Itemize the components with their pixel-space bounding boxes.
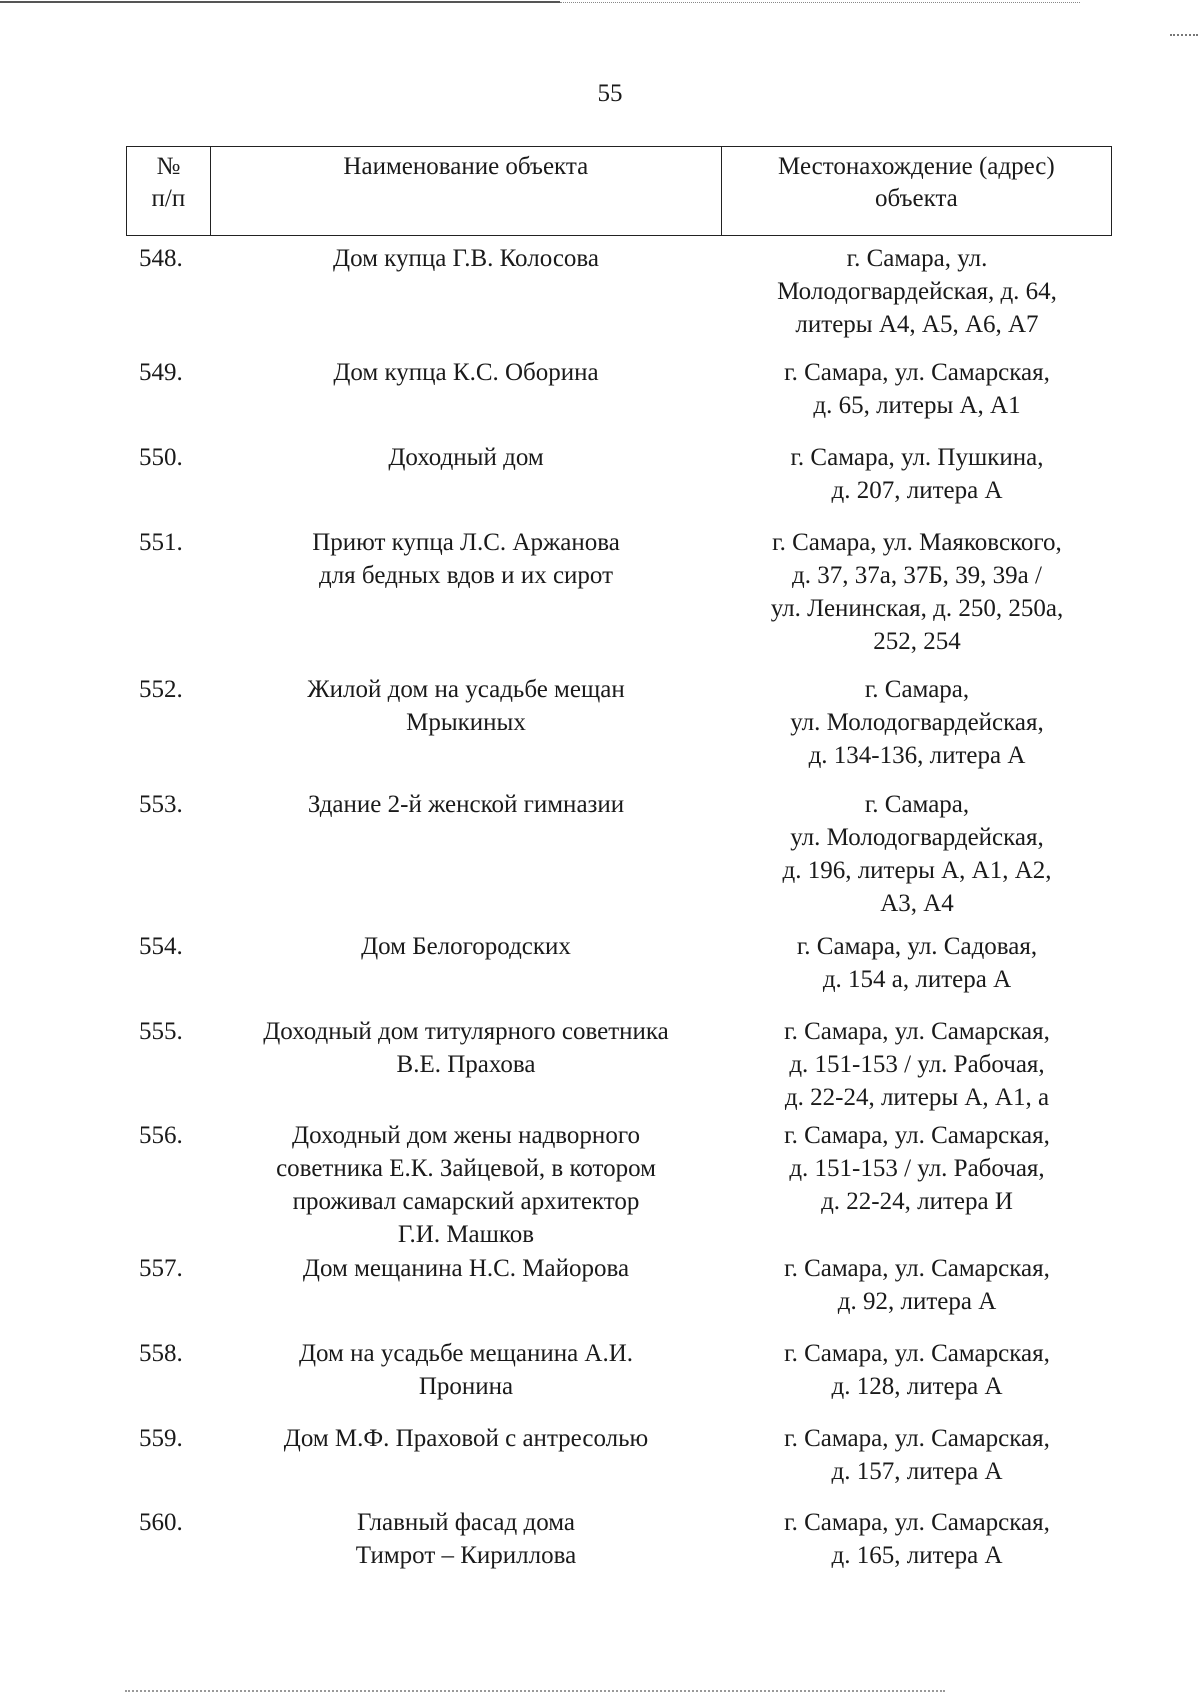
scan-edge-top bbox=[0, 1, 560, 3]
row-address: г. Самара, ул. Самарская, д. 165, литера А bbox=[784, 1509, 1050, 1569]
row-name: Дом купца Г.В. Колосова bbox=[333, 245, 599, 272]
scan-edge-bottom bbox=[125, 1690, 945, 1693]
row-name: Доходный дом bbox=[388, 444, 544, 471]
row-name: Доходный дом жены надворного советника Е.К. Зайцевой, в котором проживал самарский архитектор Г.И. Машков bbox=[276, 1122, 656, 1248]
row-num: 549. bbox=[139, 359, 183, 386]
table-row bbox=[126, 1337, 1112, 1403]
table-row bbox=[126, 930, 1112, 996]
row-num: 548. bbox=[139, 245, 183, 272]
row-num: 559. bbox=[139, 1425, 183, 1452]
table-row bbox=[126, 1119, 1112, 1251]
row-address: г. Самара, ул. Маяковского, д. 37, 37а, 37Б, 39, 39а / ул. Ленинская, д. 250, 250а, 252, 254 bbox=[770, 529, 1064, 655]
row-num: 550. bbox=[139, 444, 183, 471]
header-address: Местонахождение (адрес) объекта bbox=[778, 153, 1055, 212]
page-number: 55 bbox=[597, 80, 623, 107]
row-num: 556. bbox=[139, 1122, 183, 1149]
table-row bbox=[126, 242, 1112, 341]
row-name: Дом Белогородских bbox=[361, 933, 571, 960]
row-name: Дом купца К.С. Оборина bbox=[333, 359, 599, 386]
row-name: Дом мещанина Н.С. Майорова bbox=[302, 1255, 630, 1282]
row-address: г. Самара, ул. Садовая, д. 154 а, литера А bbox=[796, 933, 1038, 993]
row-num: 552. bbox=[139, 676, 183, 703]
table-row bbox=[126, 1015, 1112, 1114]
table-row bbox=[126, 441, 1112, 507]
table-header bbox=[126, 146, 1112, 236]
row-num: 557. bbox=[139, 1255, 183, 1282]
row-address: г. Самара, ул. Молодогвардейская, д. 64, литеры А4, А5, А6, А7 bbox=[777, 245, 1057, 338]
row-num: 554. bbox=[139, 933, 183, 960]
objects-table bbox=[126, 146, 1112, 1569]
row-address: г. Самара, ул. Самарская, д. 151-153 / ул. Рабочая, д. 22-24, литера И bbox=[784, 1122, 1050, 1215]
header-name: Наименование объекта bbox=[211, 147, 722, 235]
scan-edge-top-dotted bbox=[560, 2, 1080, 4]
table-row bbox=[126, 673, 1112, 772]
table-row bbox=[126, 1506, 1112, 1572]
table-row bbox=[126, 356, 1112, 422]
row-address: г. Самара, ул. Пушкина, д. 207, литера А bbox=[790, 444, 1044, 504]
row-num: 555. bbox=[139, 1018, 183, 1045]
table-row bbox=[126, 1252, 1112, 1318]
row-name: Дом на усадьбе мещанина А.И. Пронина bbox=[298, 1340, 634, 1400]
row-name: Доходный дом титулярного советника В.Е. Прахова bbox=[263, 1018, 669, 1078]
row-num: 553. bbox=[139, 791, 183, 818]
row-num: 558. bbox=[139, 1340, 183, 1367]
row-address: г. Самара, ул. Самарская, д. 157, литера А bbox=[784, 1425, 1050, 1485]
row-name: Приют купца Л.С. Аржанова для бедных вдов и их сирот bbox=[312, 529, 620, 589]
row-name: Главный фасад дома Тимрот – Кириллова bbox=[355, 1509, 577, 1569]
table-row bbox=[126, 1422, 1112, 1488]
row-num: 551. bbox=[139, 529, 183, 556]
row-address: г. Самара, ул. Молодогвардейская, д. 134-136, литера А bbox=[790, 676, 1044, 769]
row-address: г. Самара, ул. Самарская, д. 151-153 / ул. Рабочая, д. 22-24, литеры А, А1, а bbox=[784, 1018, 1050, 1111]
table-row bbox=[126, 788, 1112, 920]
row-address: г. Самара, ул. Молодогвардейская, д. 196, литеры А, А1, А2, А3, А4 bbox=[782, 791, 1052, 917]
row-num: 560. bbox=[139, 1509, 183, 1536]
table-row bbox=[126, 526, 1112, 658]
row-address: г. Самара, ул. Самарская, д. 92, литера А bbox=[784, 1255, 1050, 1315]
row-name: Жилой дом на усадьбе мещан Мрыкиных bbox=[307, 676, 625, 736]
row-name: Дом М.Ф. Праховой с антресолью bbox=[283, 1425, 649, 1452]
header-num: № п/п bbox=[127, 147, 211, 235]
scan-corner-mark bbox=[1170, 22, 1198, 36]
row-address: г. Самара, ул. Самарская, д. 128, литера А bbox=[784, 1340, 1050, 1400]
row-name: Здание 2-й женской гимназии bbox=[307, 791, 625, 818]
row-address: г. Самара, ул. Самарская, д. 65, литеры А, А1 bbox=[784, 359, 1050, 419]
